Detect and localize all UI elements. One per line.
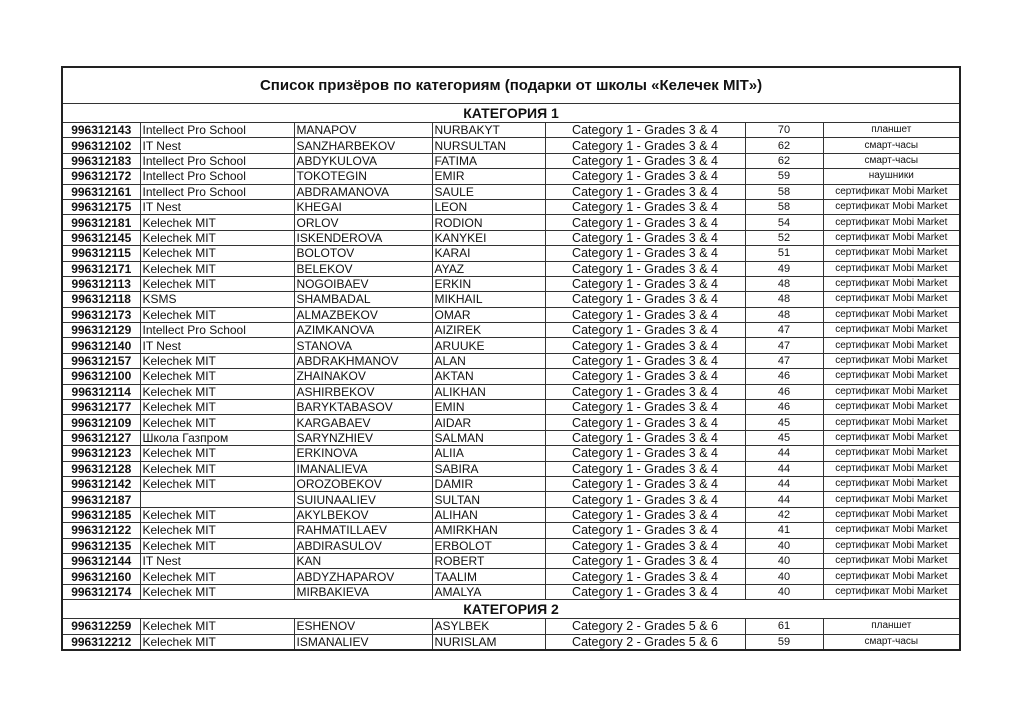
school-name-cell: Intellect Pro School: [140, 123, 294, 138]
prize-cell: сертификат Mobi Market: [823, 569, 959, 584]
table-row: [63, 138, 959, 153]
school-name-cell: Kelechek MIT: [140, 400, 294, 415]
category-label-cell: Category 1 - Grades 3 & 4: [545, 338, 745, 353]
first-name-cell: SALMAN: [432, 430, 545, 445]
category-label-cell: Category 1 - Grades 3 & 4: [545, 538, 745, 553]
first-name-cell: AMALYA: [432, 584, 545, 599]
first-name-cell: KANYKEI: [432, 230, 545, 245]
score-cell: 61: [745, 619, 823, 634]
participant-id-cell: 996312135: [63, 538, 140, 553]
participant-id-cell: 996312128: [63, 461, 140, 476]
school-name-cell: Kelechek MIT: [140, 369, 294, 384]
prize-cell: сертификат Mobi Market: [823, 338, 959, 353]
table-row: [63, 553, 959, 568]
school-name-cell: Школа Газпром: [140, 430, 294, 445]
first-name-cell: ALIKHAN: [432, 384, 545, 399]
table-row: [63, 153, 959, 168]
school-name-cell: Intellect Pro School: [140, 323, 294, 338]
category-label-cell: Category 1 - Grades 3 & 4: [545, 569, 745, 584]
last-name-cell: BARYKTABASOV: [294, 400, 432, 415]
score-cell: 48: [745, 307, 823, 322]
first-name-cell: EMIR: [432, 169, 545, 184]
participant-id-cell: 996312212: [63, 634, 140, 649]
table-row: [63, 307, 959, 322]
prize-cell: сертификат Mobi Market: [823, 584, 959, 599]
last-name-cell: AKYLBEKOV: [294, 507, 432, 522]
category-label-cell: Category 1 - Grades 3 & 4: [545, 230, 745, 245]
category-label-cell: Category 2 - Grades 5 & 6: [545, 619, 745, 634]
score-cell: 47: [745, 323, 823, 338]
score-cell: 47: [745, 353, 823, 368]
participant-id-cell: 996312114: [63, 384, 140, 399]
prize-cell: сертификат Mobi Market: [823, 384, 959, 399]
school-name-cell: Kelechek MIT: [140, 261, 294, 276]
first-name-cell: AIDAR: [432, 415, 545, 430]
school-name-cell: Kelechek MIT: [140, 415, 294, 430]
last-name-cell: ABDRAKHMANOV: [294, 353, 432, 368]
category-label-cell: Category 1 - Grades 3 & 4: [545, 123, 745, 138]
participant-id-cell: 996312183: [63, 153, 140, 168]
prize-cell: сертификат Mobi Market: [823, 430, 959, 445]
participant-id-cell: 996312161: [63, 184, 140, 199]
first-name-cell: AMIRKHAN: [432, 523, 545, 538]
participant-id-cell: 996312174: [63, 584, 140, 599]
prize-cell: сертификат Mobi Market: [823, 261, 959, 276]
school-name-cell: Kelechek MIT: [140, 584, 294, 599]
score-cell: 40: [745, 584, 823, 599]
participant-id-cell: 996312259: [63, 619, 140, 634]
prize-cell: сертификат Mobi Market: [823, 523, 959, 538]
first-name-cell: SABIRA: [432, 461, 545, 476]
prize-cell: сертификат Mobi Market: [823, 476, 959, 491]
category-label-cell: Category 1 - Grades 3 & 4: [545, 307, 745, 322]
prize-cell: сертификат Mobi Market: [823, 461, 959, 476]
score-cell: 44: [745, 461, 823, 476]
table-row: [63, 507, 959, 522]
score-cell: 41: [745, 523, 823, 538]
first-name-cell: ROBERT: [432, 553, 545, 568]
category-label-cell: Category 1 - Grades 3 & 4: [545, 415, 745, 430]
participant-id-cell: 996312181: [63, 215, 140, 230]
prize-cell: планшет: [823, 619, 959, 634]
school-name-cell: Kelechek MIT: [140, 353, 294, 368]
prize-cell: сертификат Mobi Market: [823, 215, 959, 230]
last-name-cell: BOLOTOV: [294, 246, 432, 261]
participant-id-cell: 996312113: [63, 276, 140, 291]
category-label-cell: Category 1 - Grades 3 & 4: [545, 199, 745, 214]
category-label-cell: Category 1 - Grades 3 & 4: [545, 353, 745, 368]
school-name-cell: [140, 492, 294, 507]
category-label-cell: Category 1 - Grades 3 & 4: [545, 430, 745, 445]
score-cell: 40: [745, 553, 823, 568]
last-name-cell: ISKENDEROVA: [294, 230, 432, 245]
last-name-cell: NOGOIBAEV: [294, 276, 432, 291]
first-name-cell: ASYLBEK: [432, 619, 545, 634]
school-name-cell: Intellect Pro School: [140, 153, 294, 168]
table-row: [63, 415, 959, 430]
participant-id-cell: 996312122: [63, 523, 140, 538]
score-cell: 48: [745, 276, 823, 291]
table-row: [63, 400, 959, 415]
score-cell: 59: [745, 634, 823, 649]
prize-cell: сертификат Mobi Market: [823, 353, 959, 368]
last-name-cell: ABDYKULOVA: [294, 153, 432, 168]
participant-id-cell: 996312142: [63, 476, 140, 491]
prize-winners-sheet: [61, 66, 961, 651]
school-name-cell: Kelechek MIT: [140, 523, 294, 538]
table-row: [63, 634, 959, 649]
last-name-cell: ZHAINAKOV: [294, 369, 432, 384]
first-name-cell: ERKIN: [432, 276, 545, 291]
participant-id-cell: 996312171: [63, 261, 140, 276]
last-name-cell: ASHIRBEKOV: [294, 384, 432, 399]
table-row: [63, 584, 959, 599]
category-label-cell: Category 1 - Grades 3 & 4: [545, 153, 745, 168]
category-label-cell: Category 1 - Grades 3 & 4: [545, 584, 745, 599]
prize-cell: сертификат Mobi Market: [823, 446, 959, 461]
last-name-cell: SUIUNAALIEV: [294, 492, 432, 507]
category-label-cell: Category 1 - Grades 3 & 4: [545, 507, 745, 522]
category-heading: КАТЕГОРИЯ 1: [63, 104, 959, 123]
first-name-cell: RODION: [432, 215, 545, 230]
table-row: [63, 199, 959, 214]
table-row: [63, 276, 959, 291]
school-name-cell: Kelechek MIT: [140, 634, 294, 649]
table-row: [63, 246, 959, 261]
score-cell: 62: [745, 138, 823, 153]
prize-cell: сертификат Mobi Market: [823, 184, 959, 199]
school-name-cell: IT Nest: [140, 138, 294, 153]
last-name-cell: SHAMBADAL: [294, 292, 432, 307]
participant-id-cell: 996312129: [63, 323, 140, 338]
category-label-cell: Category 1 - Grades 3 & 4: [545, 138, 745, 153]
score-cell: 58: [745, 184, 823, 199]
category-label-cell: Category 1 - Grades 3 & 4: [545, 169, 745, 184]
category-label-cell: Category 2 - Grades 5 & 6: [545, 634, 745, 649]
table-row: [63, 323, 959, 338]
category-heading: КАТЕГОРИЯ 2: [63, 600, 959, 619]
school-name-cell: Kelechek MIT: [140, 619, 294, 634]
school-name-cell: IT Nest: [140, 553, 294, 568]
table-row: [63, 169, 959, 184]
participant-id-cell: 996312187: [63, 492, 140, 507]
table-row: [63, 523, 959, 538]
prize-cell: сертификат Mobi Market: [823, 307, 959, 322]
participant-id-cell: 996312109: [63, 415, 140, 430]
last-name-cell: RAHMATILLAEV: [294, 523, 432, 538]
school-name-cell: Intellect Pro School: [140, 169, 294, 184]
prize-cell: сертификат Mobi Market: [823, 292, 959, 307]
participant-id-cell: 996312123: [63, 446, 140, 461]
participant-id-cell: 996312140: [63, 338, 140, 353]
category-label-cell: Category 1 - Grades 3 & 4: [545, 384, 745, 399]
score-cell: 62: [745, 153, 823, 168]
score-cell: 58: [745, 199, 823, 214]
prize-cell: сертификат Mobi Market: [823, 230, 959, 245]
last-name-cell: STANOVA: [294, 338, 432, 353]
last-name-cell: ABDIRASULOV: [294, 538, 432, 553]
participant-id-cell: 996312100: [63, 369, 140, 384]
category-label-cell: Category 1 - Grades 3 & 4: [545, 184, 745, 199]
first-name-cell: NURISLAM: [432, 634, 545, 649]
prize-cell: сертификат Mobi Market: [823, 276, 959, 291]
document-title: Список призёров по категориям (подарки от школы «Келечек MIT»): [63, 68, 959, 104]
score-cell: 46: [745, 369, 823, 384]
score-cell: 44: [745, 476, 823, 491]
school-name-cell: Kelechek MIT: [140, 446, 294, 461]
school-name-cell: Kelechek MIT: [140, 461, 294, 476]
last-name-cell: KHEGAI: [294, 199, 432, 214]
score-cell: 40: [745, 569, 823, 584]
first-name-cell: SAULE: [432, 184, 545, 199]
score-cell: 54: [745, 215, 823, 230]
category-header-row: [63, 104, 959, 123]
participant-id-cell: 996312115: [63, 246, 140, 261]
table-row: [63, 430, 959, 445]
category-label-cell: Category 1 - Grades 3 & 4: [545, 476, 745, 491]
first-name-cell: NURBAKYT: [432, 123, 545, 138]
prize-cell: сертификат Mobi Market: [823, 323, 959, 338]
last-name-cell: SARYNZHIEV: [294, 430, 432, 445]
prize-cell: сертификат Mobi Market: [823, 246, 959, 261]
score-cell: 40: [745, 538, 823, 553]
last-name-cell: ESHENOV: [294, 619, 432, 634]
prize-cell: сертификат Mobi Market: [823, 415, 959, 430]
first-name-cell: AKTAN: [432, 369, 545, 384]
school-name-cell: Intellect Pro School: [140, 184, 294, 199]
table-row: [63, 215, 959, 230]
first-name-cell: ALIHAN: [432, 507, 545, 522]
score-cell: 49: [745, 261, 823, 276]
table-row: [63, 538, 959, 553]
prize-cell: планшет: [823, 123, 959, 138]
score-cell: 48: [745, 292, 823, 307]
participant-id-cell: 996312185: [63, 507, 140, 522]
first-name-cell: ALAN: [432, 353, 545, 368]
category-label-cell: Category 1 - Grades 3 & 4: [545, 461, 745, 476]
prize-cell: смарт-часы: [823, 138, 959, 153]
prize-winners-table: [63, 68, 959, 649]
last-name-cell: ISMANALIEV: [294, 634, 432, 649]
category-label-cell: Category 1 - Grades 3 & 4: [545, 369, 745, 384]
score-cell: 44: [745, 492, 823, 507]
participant-id-cell: 996312175: [63, 199, 140, 214]
first-name-cell: NURSULTAN: [432, 138, 545, 153]
last-name-cell: BELEKOV: [294, 261, 432, 276]
category-label-cell: Category 1 - Grades 3 & 4: [545, 492, 745, 507]
school-name-cell: Kelechek MIT: [140, 246, 294, 261]
last-name-cell: IMANALIEVA: [294, 461, 432, 476]
table-row: [63, 492, 959, 507]
score-cell: 44: [745, 446, 823, 461]
score-cell: 59: [745, 169, 823, 184]
last-name-cell: MANAPOV: [294, 123, 432, 138]
school-name-cell: Kelechek MIT: [140, 476, 294, 491]
score-cell: 45: [745, 430, 823, 445]
category-label-cell: Category 1 - Grades 3 & 4: [545, 292, 745, 307]
first-name-cell: FATIMA: [432, 153, 545, 168]
table-row: [63, 446, 959, 461]
last-name-cell: ORLOV: [294, 215, 432, 230]
first-name-cell: EMIN: [432, 400, 545, 415]
prize-cell: сертификат Mobi Market: [823, 400, 959, 415]
score-cell: 51: [745, 246, 823, 261]
participant-id-cell: 996312143: [63, 123, 140, 138]
category-label-cell: Category 1 - Grades 3 & 4: [545, 553, 745, 568]
first-name-cell: ERBOLOT: [432, 538, 545, 553]
category-header-row: [63, 600, 959, 619]
last-name-cell: KARGABAEV: [294, 415, 432, 430]
first-name-cell: SULTAN: [432, 492, 545, 507]
participant-id-cell: 996312102: [63, 138, 140, 153]
school-name-cell: IT Nest: [140, 199, 294, 214]
table-row: [63, 384, 959, 399]
participant-id-cell: 996312177: [63, 400, 140, 415]
school-name-cell: KSMS: [140, 292, 294, 307]
first-name-cell: TAALIM: [432, 569, 545, 584]
participant-id-cell: 996312127: [63, 430, 140, 445]
category-label-cell: Category 1 - Grades 3 & 4: [545, 446, 745, 461]
school-name-cell: Kelechek MIT: [140, 569, 294, 584]
last-name-cell: OROZOBEKOV: [294, 476, 432, 491]
category-label-cell: Category 1 - Grades 3 & 4: [545, 400, 745, 415]
first-name-cell: AIZIREK: [432, 323, 545, 338]
participant-id-cell: 996312144: [63, 553, 140, 568]
prize-cell: сертификат Mobi Market: [823, 369, 959, 384]
score-cell: 52: [745, 230, 823, 245]
table-row: [63, 230, 959, 245]
table-row: [63, 569, 959, 584]
last-name-cell: SANZHARBEKOV: [294, 138, 432, 153]
last-name-cell: MIRBAKIEVA: [294, 584, 432, 599]
first-name-cell: OMAR: [432, 307, 545, 322]
school-name-cell: Kelechek MIT: [140, 538, 294, 553]
score-cell: 46: [745, 400, 823, 415]
participant-id-cell: 996312145: [63, 230, 140, 245]
category-label-cell: Category 1 - Grades 3 & 4: [545, 523, 745, 538]
school-name-cell: Kelechek MIT: [140, 230, 294, 245]
school-name-cell: Kelechek MIT: [140, 307, 294, 322]
last-name-cell: TOKOTEGIN: [294, 169, 432, 184]
table-row: [63, 619, 959, 634]
table-row: [63, 261, 959, 276]
category-label-cell: Category 1 - Grades 3 & 4: [545, 246, 745, 261]
prize-cell: сертификат Mobi Market: [823, 553, 959, 568]
last-name-cell: AZIMKANOVA: [294, 323, 432, 338]
participant-id-cell: 996312118: [63, 292, 140, 307]
last-name-cell: ERKINOVA: [294, 446, 432, 461]
first-name-cell: LEON: [432, 199, 545, 214]
school-name-cell: IT Nest: [140, 338, 294, 353]
participant-id-cell: 996312173: [63, 307, 140, 322]
prize-cell: наушники: [823, 169, 959, 184]
prize-cell: сертификат Mobi Market: [823, 507, 959, 522]
first-name-cell: DAMIR: [432, 476, 545, 491]
first-name-cell: ALIIA: [432, 446, 545, 461]
participant-id-cell: 996312172: [63, 169, 140, 184]
category-label-cell: Category 1 - Grades 3 & 4: [545, 261, 745, 276]
first-name-cell: AYAZ: [432, 261, 545, 276]
participant-id-cell: 996312157: [63, 353, 140, 368]
last-name-cell: ALMAZBEKOV: [294, 307, 432, 322]
table-row: [63, 476, 959, 491]
participant-id-cell: 996312160: [63, 569, 140, 584]
prize-cell: смарт-часы: [823, 634, 959, 649]
table-row: [63, 461, 959, 476]
school-name-cell: Kelechek MIT: [140, 507, 294, 522]
prize-cell: смарт-часы: [823, 153, 959, 168]
category-label-cell: Category 1 - Grades 3 & 4: [545, 323, 745, 338]
title-row: [63, 68, 959, 104]
school-name-cell: Kelechek MIT: [140, 384, 294, 399]
table-row: [63, 123, 959, 138]
category-label-cell: Category 1 - Grades 3 & 4: [545, 215, 745, 230]
prize-cell: сертификат Mobi Market: [823, 492, 959, 507]
table-row: [63, 369, 959, 384]
category-label-cell: Category 1 - Grades 3 & 4: [545, 276, 745, 291]
school-name-cell: Kelechek MIT: [140, 215, 294, 230]
score-cell: 42: [745, 507, 823, 522]
school-name-cell: Kelechek MIT: [140, 276, 294, 291]
table-row: [63, 292, 959, 307]
score-cell: 46: [745, 384, 823, 399]
last-name-cell: KAN: [294, 553, 432, 568]
table-row: [63, 338, 959, 353]
table-row: [63, 353, 959, 368]
score-cell: 70: [745, 123, 823, 138]
first-name-cell: KARAI: [432, 246, 545, 261]
last-name-cell: ABDRAMANOVA: [294, 184, 432, 199]
prize-cell: сертификат Mobi Market: [823, 538, 959, 553]
first-name-cell: MIKHAIL: [432, 292, 545, 307]
table-row: [63, 184, 959, 199]
score-cell: 45: [745, 415, 823, 430]
first-name-cell: ARUUKE: [432, 338, 545, 353]
last-name-cell: ABDYZHAPAROV: [294, 569, 432, 584]
prize-cell: сертификат Mobi Market: [823, 199, 959, 214]
score-cell: 47: [745, 338, 823, 353]
